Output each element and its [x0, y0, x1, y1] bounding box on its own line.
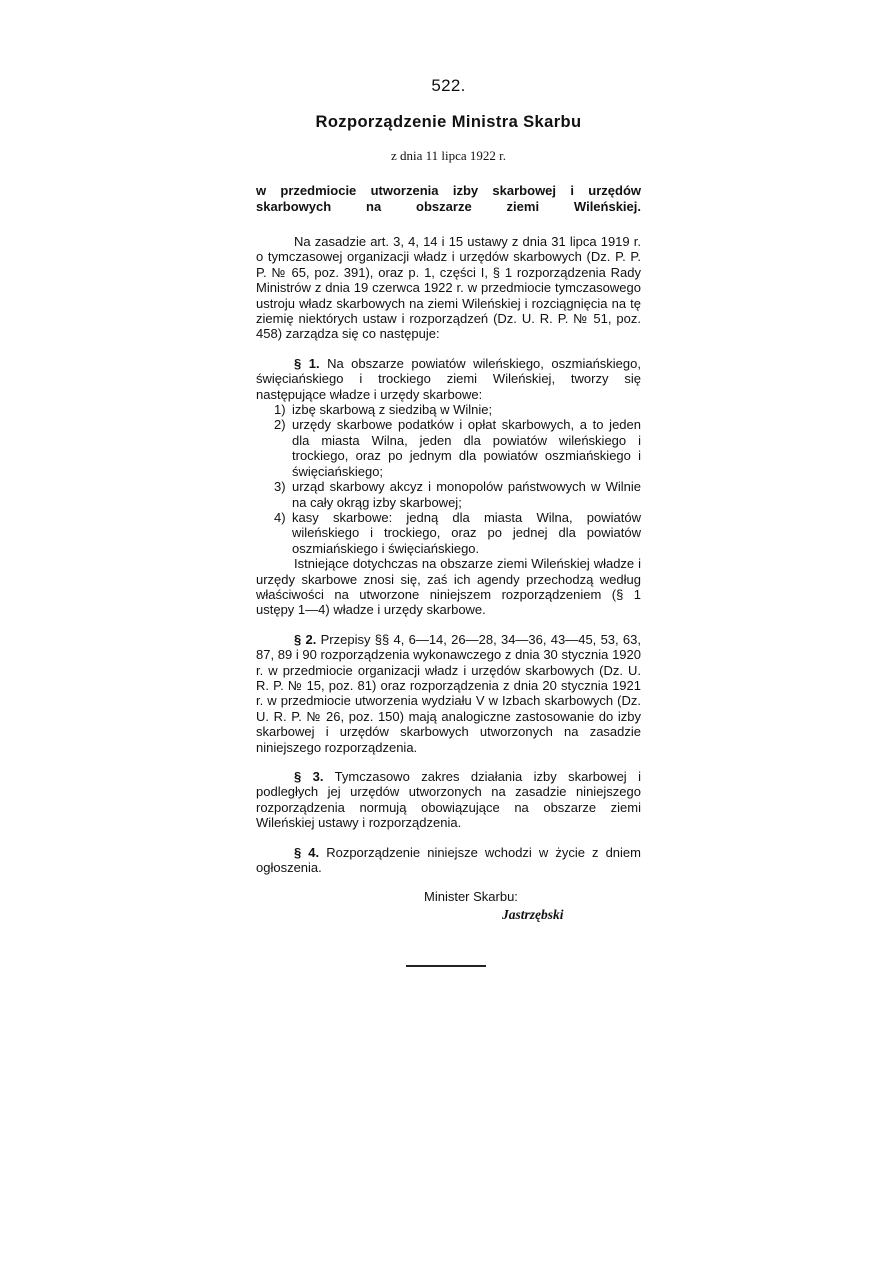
section-1-text: Na obszarze powiatów wileńskiego, oszmiańskiego, święciańskiego i trockiego ziemi Wileńskiej, tworzy się następujące władze i urzędy skarbowe:	[256, 355, 641, 402]
section-4	[256, 845, 641, 876]
list-item	[256, 402, 641, 417]
section-3-text: Tymczasowo zakres działania izby skarbowej i podległych jej urzędów utworzonych na zasadzie niniejszego rozporządzenia normują obowiązujące na obszarze ziemi Wileńskiej ustawy i rozporządzenia.	[256, 769, 641, 831]
list-item-text: urząd skarbowy akcyz i monopolów państwowych w Wilnie na cały okrąg izby skarbowej;	[292, 479, 641, 510]
section-3-label: § 3.	[294, 769, 324, 784]
section-2-label: § 2.	[294, 631, 317, 647]
section-1-label: § 1.	[294, 355, 320, 371]
list-marker: 3)	[274, 479, 286, 495]
list-marker: 4)	[274, 509, 286, 525]
list-item	[256, 417, 641, 479]
section-1-closing: Istniejące dotychczas na obszarze ziemi Wileńskiej władze i urzędy skarbowe znosi się, zaś ich agendy przechodzą według właściwości na utworzone niniejszem rozporządzeniem (§ 1 ustępy 1—4) władze i urzędy skarbowe.	[256, 556, 641, 618]
document-title: Rozporządzenie Ministra Skarbu	[315, 113, 582, 131]
section-4-label: § 4.	[294, 844, 320, 860]
signature-name: Jastrzębski	[502, 907, 564, 923]
list-marker: 1)	[274, 402, 286, 418]
list-item-text: urzędy skarbowe podatków i opłat skarbowych, a to jeden dla miasta Wilna, jeden dla powiatów wileńskiego i trockiego, oraz po jednym dla powiatów oszmiańskiego i święciańskiego;	[292, 417, 641, 479]
section-3	[256, 769, 641, 831]
section-1-intro	[256, 356, 641, 402]
section-4-text: Rozporządzenie niniejsze wchodzi w życie z dniem ogłoszenia.	[256, 844, 641, 876]
signature-block	[256, 889, 641, 929]
document-page	[256, 76, 641, 929]
closing-rule	[406, 965, 486, 967]
section-1-list	[256, 402, 641, 556]
document-subject: w przedmiocie utworzenia izby skarbowej i urzędów skarbowych na obszarze ziemi Wileńskiej.	[256, 183, 641, 214]
section-2	[256, 632, 641, 755]
list-marker: 2)	[274, 417, 286, 433]
preamble: Na zasadzie art. 3, 4, 14 i 15 ustawy z dnia 31 lipca 1919 r. o tymczasowej organizacji władz i urzędów skarbowych (Dz. P. P. P. № 65, poz. 391), oraz p. 1, części I, § 1 rozporządzenia Rady Ministrów z dnia 19 czerwca 1922 r. w przedmiocie tymczasowego ustroju władz skarbowych na ziemi Wileńskiej i rozciągnięcia na tę ziemię niektórych ustaw i rozporządzeń (Dz. U. R. P. № 51, poz. 458) zarządza się co następuje:	[256, 234, 641, 342]
page-number: 522.	[431, 76, 466, 95]
list-item	[256, 479, 641, 510]
list-item	[256, 510, 641, 556]
document-body	[256, 234, 641, 875]
list-item-text: kasy skarbowe: jedną dla miasta Wilna, powiatów wileńskiego i trockiego, oraz po jednej dla powiatów oszmiańskiego i święciańskiego.	[292, 509, 641, 556]
section-2-text: Przepisy §§ 4, 6—14, 26—28, 34—36, 43—45, 53, 63, 87, 89 i 90 rozporządzenia wykonawczego z dnia 30 stycznia 1920 r. w przedmiocie organizacji władz i urzędów skarbowych (Dz. U. R. P. № 15, poz. 81) oraz rozporządzenia z dnia 20 stycznia 1921 r. w przedmiocie utworzenia wydziału V w Izbach skarbowych (Dz. U. R. P. № 26, poz. 150) mają analogiczne zastosowanie do izby skarbowej i urzędów skarbowych utworzonych na zasadzie niniejszego rozporządzenia.	[256, 631, 641, 755]
signature-role: Minister Skarbu:	[424, 889, 518, 905]
document-date: z dnia 11 lipca 1922 r.	[390, 148, 507, 163]
list-item-text: izbę skarbową z siedzibą w Wilnie;	[292, 402, 493, 418]
